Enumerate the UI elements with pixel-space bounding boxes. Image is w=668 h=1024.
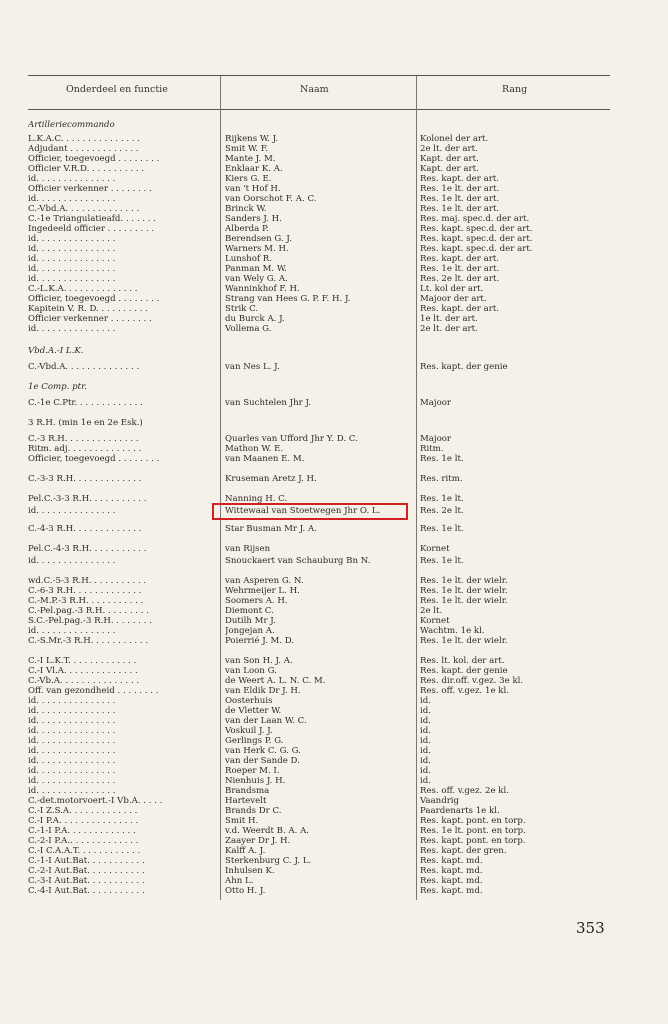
table-row [0,776,668,786]
rank-cell: id. [420,776,431,786]
name-cell: Strik C. [225,304,259,314]
name-cell: Nanning H. C. [225,494,288,504]
function-cell: id. . . . . . . . . . . . . . . [28,706,116,716]
rank-cell: id. [420,706,431,716]
function-cell: id. . . . . . . . . . . . . . . [28,244,116,254]
table-row [0,656,668,666]
name-cell: Dutilh Mr J. [225,616,276,626]
name-cell: Brands Dr C. [225,806,282,816]
function-cell: C.-1e C.Ptr. . . . . . . . . . . . . [28,398,143,408]
name-cell: van Oorschot F. A. C. [225,194,317,204]
name-cell: Oosterhuis [225,696,273,706]
table-row [0,806,668,816]
function-cell: Vbd.A.-I L.K. [28,346,84,356]
function-cell: id. . . . . . . . . . . . . . . [28,696,116,706]
function-cell: id. . . . . . . . . . . . . . . [28,716,116,726]
function-cell: C.-4-3 R.H. . . . . . . . . . . . . [28,524,142,534]
rank-cell: Res. kapt. md. [420,866,483,876]
function-cell: id. . . . . . . . . . . . . . . [28,324,116,334]
function-cell: id. . . . . . . . . . . . . . . [28,174,116,184]
name-cell: de Vletter W. [225,706,282,716]
function-cell: C.-I Z.S.A. . . . . . . . . . . . . [28,806,138,816]
name-cell: Smit H. [225,816,259,826]
table-row [0,264,668,274]
rank-cell: Majoor der art. [420,294,487,304]
name-cell: v.d. Weerdt B. A. A. [225,826,310,836]
function-cell: id. . . . . . . . . . . . . . . [28,264,116,274]
rank-cell: Res. 2e lt. der art. [420,274,500,284]
name-cell: Mante J. M. [225,154,276,164]
rank-cell: Res. kapt. der genie [420,666,508,676]
table-row [0,706,668,716]
rank-cell: Res. 1e lt. [420,524,464,534]
table-row [0,666,668,676]
function-cell: C.-L.K.A. . . . . . . . . . . . . . [28,284,138,294]
name-cell: van Maanen E. M. [225,454,305,464]
rank-cell: id. [420,746,431,756]
name-cell: Soomers A. H. [225,596,288,606]
function-cell: Officier, toegevoegd . . . . . . . . [28,454,160,464]
name-cell: Brandsma [225,786,270,796]
rank-cell: Res. kapt. der genie [420,362,508,372]
header-function: Onderdeel en functie [66,84,168,95]
function-cell: id. . . . . . . . . . . . . . . [28,194,116,204]
table-row [0,616,668,626]
table-row [0,866,668,876]
name-cell: Rijkens W. J. [225,134,279,144]
name-cell: Sterkenburg C. J. L. [225,856,312,866]
highlight-box [212,503,408,520]
name-cell: Hartevelt [225,796,267,806]
rank-cell: Res. lt. kol. der art. [420,656,505,666]
function-cell: Kapitein V. R. D. . . . . . . . . . [28,304,148,314]
name-cell: Star Busman Mr J. A. [225,524,317,534]
function-cell: id. . . . . . . . . . . . . . . [28,776,116,786]
table-row [0,606,668,616]
table-row [0,886,668,896]
function-cell: C.-Vbd.A. . . . . . . . . . . . . . [28,362,140,372]
rank-cell: Res. kapt. der art. [420,174,500,184]
table-row [0,524,668,534]
header-rank: Rang [502,84,528,95]
name-cell: Enklaar K. A. [225,164,283,174]
table-row [0,418,668,428]
table-row [0,254,668,264]
table-row [0,586,668,596]
function-cell: Off. van gezondheid . . . . . . . . [28,686,159,696]
function-cell: C.-I Vl.A. . . . . . . . . . . . . . [28,666,138,676]
table-row [0,686,668,696]
rank-cell: Res. kapt. pont. en torp. [420,836,526,846]
table-row [0,474,668,484]
header-rule [28,109,610,110]
function-cell: C.-I C.A.A.T. . . . . . . . . . . . [28,846,141,856]
rank-cell: Res. dir.off. v.gez. 3e kl. [420,676,524,686]
rank-cell: Res. kapt. pont. en torp. [420,816,526,826]
table-row [0,596,668,606]
rank-cell: Res. 1e lt. [420,556,464,566]
function-cell: Ritm. adj. . . . . . . . . . . . . . [28,444,142,454]
rank-cell: Res. kapt. der art. [420,254,500,264]
table-row [0,144,668,154]
name-cell: Panman M. W. [225,264,287,274]
table-row [0,786,668,796]
name-cell: Voskuil J. J. [225,726,273,736]
rank-cell: Paardenarts 1e kl. [420,806,500,816]
function-cell: C.-3-3 R.H. . . . . . . . . . . . . [28,474,142,484]
rank-cell: Res. ritm. [420,474,463,484]
rank-cell: Res. kapt. md. [420,856,483,866]
table-row [0,636,668,646]
name-cell: van Asperen G. N. [225,576,304,586]
function-cell: id. . . . . . . . . . . . . . . [28,766,116,776]
name-cell: Snouckaert van Schauburg Bn N. [225,556,371,566]
function-cell: S.C.-Pel.pag.-3 R.H. . . . . . . . [28,616,152,626]
name-cell: van Herk C. G. G. [225,746,301,756]
rank-cell: Res. 1e lt. der art. [420,184,500,194]
name-cell: du Burck A. J. [225,314,285,324]
table-row [0,856,668,866]
table-row [0,224,668,234]
name-cell: Warners M. H. [225,244,289,254]
table-row [0,544,668,554]
function-cell: id. . . . . . . . . . . . . . . [28,786,116,796]
table-row [0,716,668,726]
name-cell: Nienhuis J. H. [225,776,286,786]
function-cell: Artilleriecommando [28,120,115,130]
table-row [0,120,668,130]
name-cell: van Loon G. [225,666,277,676]
function-cell: C.-Vb.A. . . . . . . . . . . . . . . [28,676,140,686]
rank-cell: Res. kapt. der gren. [420,846,507,856]
function-cell: C.-2-I P.A.. . . . . . . . . . . . . [28,836,139,846]
name-cell: Strang van Hees G. P. F. H. J. [225,294,351,304]
rank-cell: Kornet [420,544,450,554]
rank-cell: Kapt. der art. [420,164,479,174]
function-cell: Pel.C.-4-3 R.H. . . . . . . . . . . [28,544,147,554]
table-row [0,736,668,746]
function-cell: C.-I P.A. . . . . . . . . . . . . . . [28,816,139,826]
name-cell: Inhulsen K. [225,866,275,876]
table-row [0,314,668,324]
table-row [0,796,668,806]
table-row [0,726,668,736]
name-cell: Diemont C. [225,606,274,616]
table-row [0,434,668,444]
function-cell: id. . . . . . . . . . . . . . . [28,746,116,756]
function-cell: id. . . . . . . . . . . . . . . [28,626,116,636]
rank-cell: Res. off. v.gez. 1e kl. [420,686,509,696]
function-cell: id. . . . . . . . . . . . . . . [28,726,116,736]
name-cell: de Weert A. L. N. C. M. [225,676,326,686]
rank-cell: Ritm. [420,444,444,454]
function-cell: Officier verkenner . . . . . . . . [28,314,152,324]
name-cell: Vollema G. [225,324,272,334]
name-cell: Wittewaal van Stoetwegen Jhr O. L. [225,506,381,516]
function-cell: Ingedeeld officier . . . . . . . . . [28,224,155,234]
name-cell: van Rijsen [225,544,271,554]
table-row [0,756,668,766]
function-cell: Officier, toegevoegd . . . . . . . . [28,294,160,304]
rank-cell: id. [420,736,431,746]
function-cell: id. . . . . . . . . . . . . . . [28,756,116,766]
rank-cell: Majoor [420,434,452,444]
table-row [0,134,668,144]
function-cell: C.-Pel.pag.-3 R.H. . . . . . . . . [28,606,149,616]
function-cell: Officier verkenner . . . . . . . . [28,184,152,194]
rank-cell: Res. kapt. md. [420,876,483,886]
name-cell: Mathon W. E. [225,444,284,454]
function-cell: id. . . . . . . . . . . . . . . [28,736,116,746]
function-cell: C.-S.Mr.-3 R.H. . . . . . . . . . . [28,636,149,646]
rank-cell: Vaandrig [420,796,460,806]
name-cell: Wanninkhof F. H. [225,284,300,294]
table-row [0,164,668,174]
table-row [0,324,668,334]
rank-cell: Res. 1e lt. [420,454,464,464]
name-cell: Alberda P. [225,224,269,234]
rank-cell: 2e lt. der art. [420,144,478,154]
table-row [0,826,668,836]
function-cell: C.-det.motorvoert.-I Vb.A. . . . . [28,796,163,806]
table-row [0,294,668,304]
table-row [0,244,668,254]
rank-cell: Res. 1e lt. der wielr. [420,636,508,646]
function-cell: id. . . . . . . . . . . . . . . [28,234,116,244]
table-row [0,382,668,392]
name-cell: Zaayer Dr J. H. [225,836,291,846]
name-cell: Kiers G. E. [225,174,272,184]
function-cell: C.-I L.K.T. . . . . . . . . . . . . [28,656,137,666]
rank-cell: Res. 1e lt. pont. en torp. [420,826,526,836]
name-cell: Gerlings P. G. [225,736,284,746]
name-cell: Lunshof R. [225,254,273,264]
name-cell: van 't Hof H. [225,184,281,194]
top-rule [28,75,610,76]
table-row [0,454,668,464]
rank-cell: Kolonel der art. [420,134,489,144]
table-row [0,304,668,314]
name-cell: Sanders J. H. [225,214,282,224]
function-cell: C.-3-I Aut.Bat. . . . . . . . . . . [28,876,145,886]
rank-cell: Res. kapt. spec.d. der art. [420,244,533,254]
table-row [0,576,668,586]
header-name: Naam [300,84,329,95]
table-row [0,174,668,184]
table-row [0,676,668,686]
rank-cell: Res. 1e lt. der art. [420,204,500,214]
function-cell: 3 R.H. (min 1e en 2e Esk.) [28,418,143,428]
table-row [0,274,668,284]
table-row [0,184,668,194]
rank-cell: 2e lt. der art. [420,324,478,334]
function-cell: C.-1e Triangulatieafd. . . . . . . [28,214,156,224]
rank-cell: Majoor [420,398,452,408]
name-cell: Jongejan A. [225,626,275,636]
rank-cell: 2e lt. [420,606,443,616]
function-cell: L.K.A.C. . . . . . . . . . . . . . . [28,134,141,144]
rank-cell: Res. 2e lt. [420,506,464,516]
name-cell: van der Sande D. [225,756,300,766]
name-cell: Roeper M. I. [225,766,280,776]
rank-cell: id. [420,756,431,766]
rank-cell: 1e lt. der art. [420,314,478,324]
table-row [0,556,668,566]
rank-cell: Res. 1e lt. der wielr. [420,586,508,596]
table-row [0,846,668,856]
function-cell: 1e Comp. ptr. [28,382,87,392]
function-cell: C.-M.P.-3 R.H. . . . . . . . . . . [28,596,144,606]
name-cell: Kruseman Aretz J. H. [225,474,317,484]
name-cell: Wehrmeijer L. H. [225,586,300,596]
table-row [0,398,668,408]
rank-cell: id. [420,716,431,726]
name-cell: Otto H. J. [225,886,266,896]
function-cell: C.-3 R.H. . . . . . . . . . . . . . [28,434,139,444]
rank-cell: Res. 1e lt. der wielr. [420,596,508,606]
function-cell: C.-1-I Aut.Bat. . . . . . . . . . . [28,856,145,866]
rank-cell: id. [420,726,431,736]
rank-cell: Res. kapt. md. [420,886,483,896]
function-cell: id. . . . . . . . . . . . . . . [28,506,116,516]
name-cell: van Eldik Dr J. H. [225,686,301,696]
function-cell: id. . . . . . . . . . . . . . . [28,274,116,284]
rank-cell: Res. 1e lt. der wielr. [420,576,508,586]
page-number: 353 [576,919,605,937]
table-row [0,346,668,356]
rank-cell: Wachtm. 1e kl. [420,626,485,636]
table-row [0,214,668,224]
function-cell: wd.C.-5-3 R.H. . . . . . . . . . . [28,576,147,586]
name-cell: van Suchtelen Jhr J. [225,398,311,408]
table-row [0,876,668,886]
function-cell: C.-4-I Aut.Bat. . . . . . . . . . . [28,886,145,896]
function-cell: Officier, toegevoegd . . . . . . . . [28,154,160,164]
name-cell: Smit W. F. [225,144,269,154]
name-cell: van der Laan W. C. [225,716,307,726]
rank-cell: Res. 1e lt. [420,494,464,504]
function-cell: C.-1-I P.A. . . . . . . . . . . . . [28,826,136,836]
function-cell: id. . . . . . . . . . . . . . . [28,556,116,566]
function-cell: Adjudant . . . . . . . . . . . . . [28,144,139,154]
rank-cell: Res. 1e lt. der art. [420,194,500,204]
name-cell: Berendsen G. J. [225,234,292,244]
rank-cell: Res. maj. spec.d. der art. [420,214,530,224]
rank-cell: id. [420,766,431,776]
rank-cell: Res. 1e lt. der art. [420,264,500,274]
table-row [0,766,668,776]
table-row [0,362,668,372]
table-row [0,836,668,846]
rank-cell: Res. kapt. spec.d. der art. [420,224,533,234]
table-row [0,234,668,244]
function-cell: C.-6-3 R.H. . . . . . . . . . . . . [28,586,142,596]
name-cell: Poierrié J. M. D. [225,636,295,646]
table-row [0,626,668,636]
rank-cell: id. [420,696,431,706]
rank-cell: Res. kapt. der art. [420,304,500,314]
rank-cell: Res. kapt. spec.d. der art. [420,234,533,244]
name-cell: van Wely G. A. [225,274,288,284]
name-cell: van Son H. J. A. [225,656,293,666]
table-row [0,204,668,214]
function-cell: C.-2-I Aut.Bat. . . . . . . . . . . [28,866,145,876]
table-row [0,444,668,454]
name-cell: Brinck W. [225,204,267,214]
function-cell: id. . . . . . . . . . . . . . . [28,254,116,264]
rank-cell: Kapt. der art. [420,154,479,164]
name-cell: van Nes L. J. [225,362,280,372]
rank-cell: Res. off. v.gez. 2e kl. [420,786,509,796]
name-cell: Kalff A. J. [225,846,266,856]
function-cell: C.-Vbd.A. . . . . . . . . . . . . . [28,204,140,214]
function-cell: Pel.C.-3-3 R.H. . . . . . . . . . . [28,494,147,504]
rank-cell: Kornet [420,616,450,626]
table-row [0,746,668,756]
rank-cell: Lt. kol der art. [420,284,484,294]
table-row [0,284,668,294]
table-row [0,816,668,826]
name-cell: Ahn L. [225,876,254,886]
name-cell: Quarles van Ufford Jhr Y. D. C. [225,434,358,444]
function-cell: Officier V.R.D. . . . . . . . . . . [28,164,144,174]
table-row [0,696,668,706]
table-row [0,194,668,204]
table-row [0,154,668,164]
